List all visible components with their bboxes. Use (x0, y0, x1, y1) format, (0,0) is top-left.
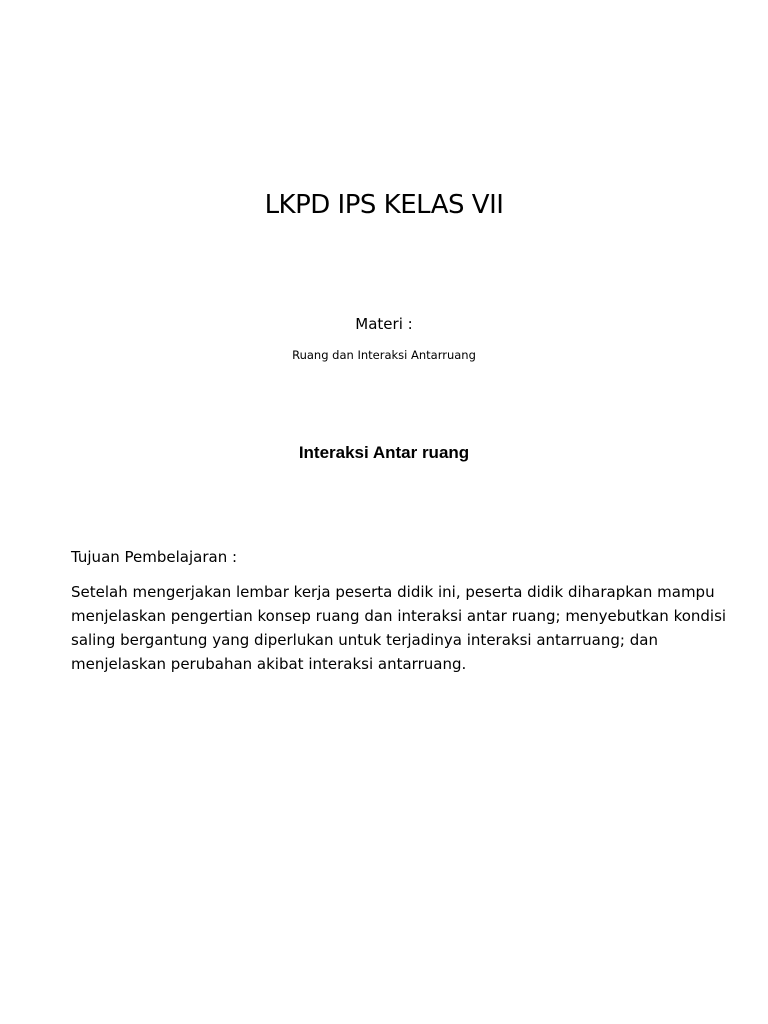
materi-label: Materi : (355, 315, 413, 333)
learning-goal-label: Tujuan Pembelajaran : (71, 548, 238, 566)
learning-goal-line: saling bergantung yang diperlukan untuk terjadinya interaksi antarruang; dan (71, 631, 658, 649)
learning-goal-line: Setelah mengerjakan lembar kerja peserta didik ini, peserta didik diharapkan mampu (71, 583, 715, 601)
learning-goal-paragraph (71, 580, 727, 676)
section-subtitle: Interaksi Antar ruang (298, 443, 470, 462)
learning-goal-line: menjelaskan perubahan akibat interaksi antarruang. (71, 655, 467, 673)
materi-value: Ruang dan Interaksi Antarruang (292, 348, 476, 362)
document-title: LKPD IPS KELAS VII (264, 190, 504, 220)
learning-goal-line: menjelaskan pengertian konsep ruang dan interaksi antar ruang; menyebutkan kondisi (71, 607, 727, 625)
